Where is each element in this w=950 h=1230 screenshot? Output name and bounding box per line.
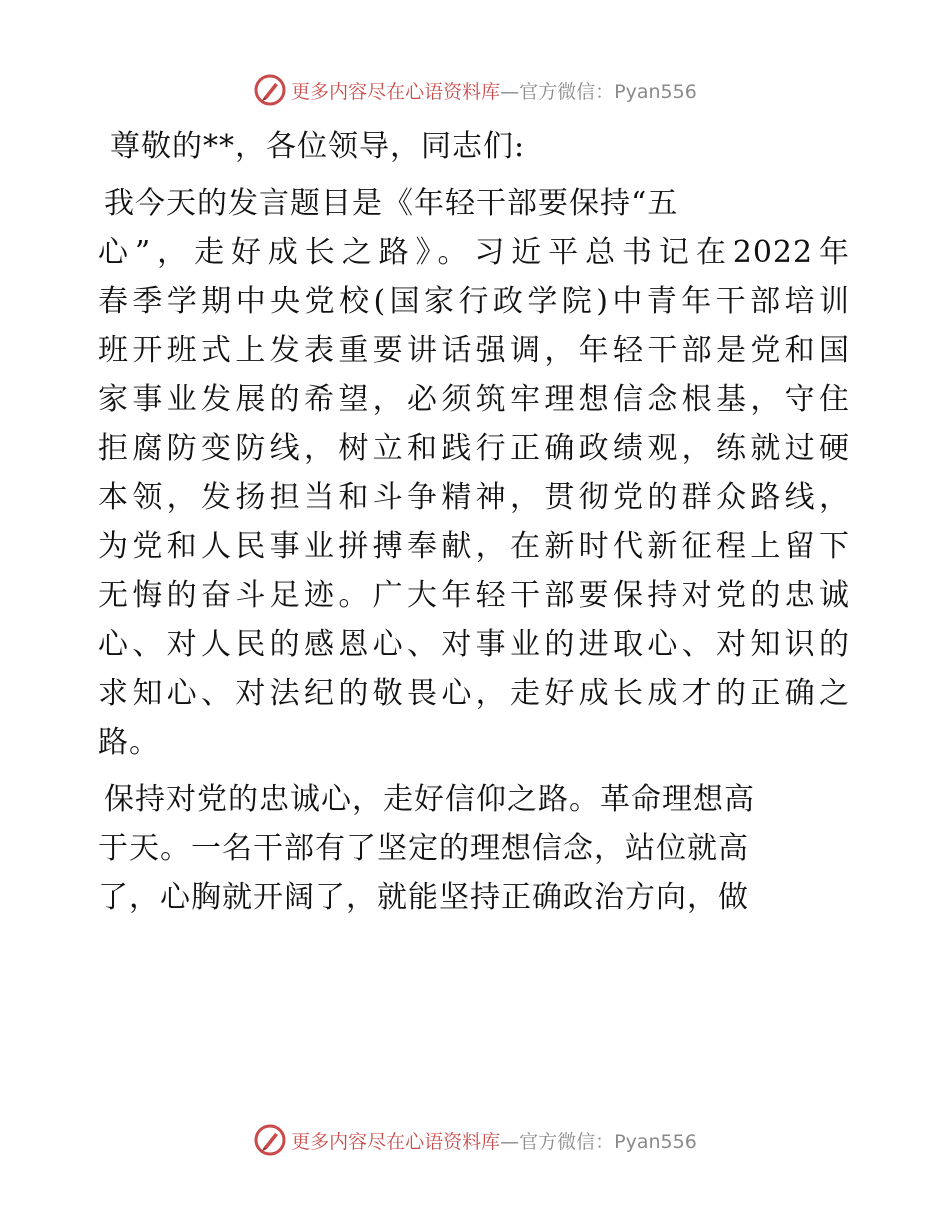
paragraph-line: 班开班式上发表重要讲话强调，年轻干部是党和国 <box>98 333 850 368</box>
paragraph-line: 求知心、对法纪的敬畏心，走好成长成才的正确之 <box>98 676 850 711</box>
paragraph-line: 无悔的奋斗足迹。广大年轻干部要保持对党的忠诚 <box>98 578 850 613</box>
body-paragraph <box>98 179 850 767</box>
paragraph-line: 于天。一名干部有了坚定的理想信念，站位就高 <box>98 831 749 866</box>
watermark-red-text: 更多内容尽在心语资料库 <box>291 80 501 103</box>
paragraph-line: 春季学期中央党校(国家行政学院)中青年干部培训 <box>98 284 850 319</box>
watermark-contact-text: —官方微信：Pyan556 <box>500 1130 697 1153</box>
watermark-contact-text: —官方微信：Pyan556 <box>500 80 697 103</box>
paragraph-line: 本领，发扬担当和斗争精神，贯彻党的群众路线， <box>98 480 850 515</box>
paragraph-line: 我今天的发言题目是《年轻干部要保持“五 <box>104 186 679 221</box>
pen-logo-icon <box>253 1123 287 1157</box>
greeting-paragraph <box>98 122 850 171</box>
watermark-footer <box>0 1123 950 1157</box>
paragraph-line: 心”，走好成长之路》。习近平总书记在2022年 <box>98 235 850 270</box>
watermark-header <box>0 73 950 107</box>
paragraph-line: 拒腐防变防线，树立和践行正确政绩观，练就过硬 <box>98 431 850 466</box>
watermark-red-text: 更多内容尽在心语资料库 <box>291 1130 501 1153</box>
paragraph-line: 为党和人民事业拼搏奉献，在新时代新征程上留下 <box>98 529 850 564</box>
body-paragraph <box>98 775 850 922</box>
paragraph-line: 了，心胸就开阔了，就能坚持正确政治方向，做 <box>98 880 749 915</box>
paragraph-line: 心、对人民的感恩心、对事业的进取心、对知识的 <box>98 627 850 662</box>
document-body <box>98 122 850 930</box>
paragraph-line: 保持对党的忠诚心，走好信仰之路。革命理想高 <box>104 782 755 817</box>
paragraph-line: 尊敬的**，各位领导，同志们: <box>110 129 526 164</box>
pen-logo-icon <box>253 73 287 107</box>
paragraph-line: 路。 <box>98 725 160 760</box>
paragraph-line: 家事业发展的希望，必须筑牢理想信念根基，守住 <box>98 382 850 417</box>
